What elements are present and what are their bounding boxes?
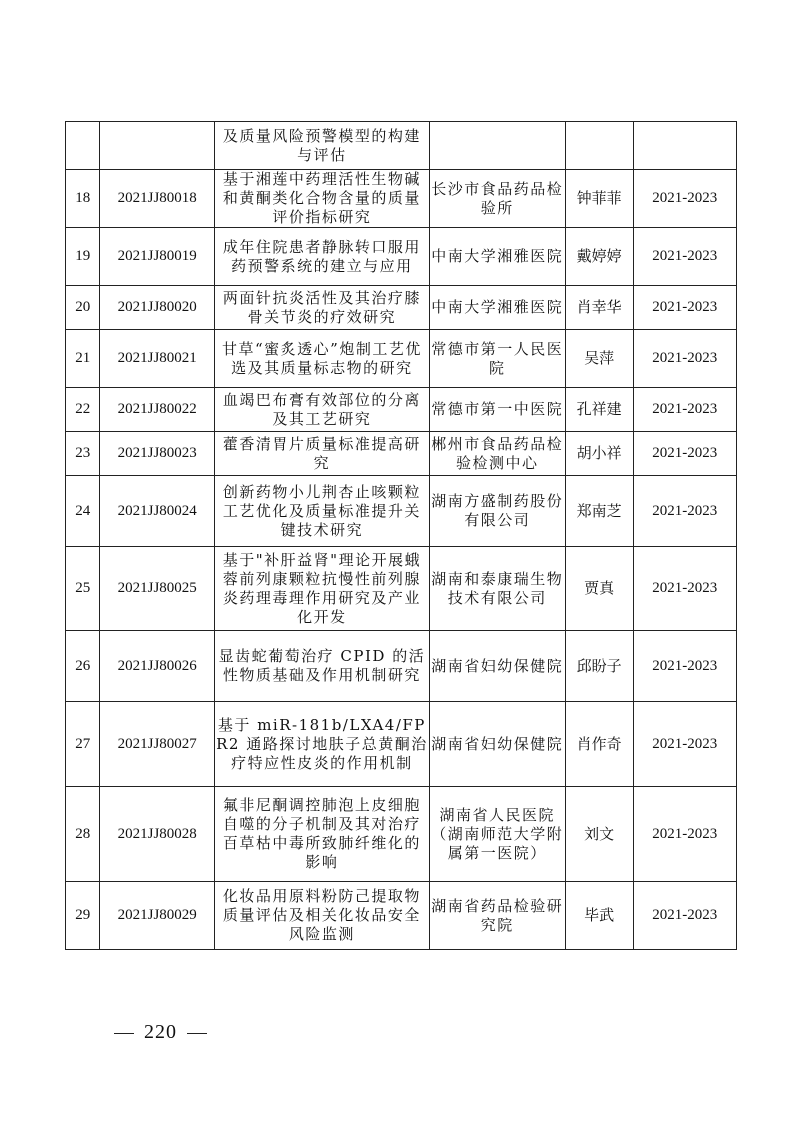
project-period-cell (633, 702, 736, 787)
project-title-cell (214, 170, 429, 228)
host-unit-cell (429, 122, 565, 170)
project-id: 2021JJ80029 (117, 907, 197, 923)
row-number-cell (66, 228, 100, 286)
project-title: 及质量风险预警模型的构建与评估 (222, 126, 421, 164)
project-id: 2021JJ80021 (117, 350, 197, 366)
row-number-cell (66, 476, 100, 547)
principal-investigator: 邱盼子 (576, 656, 622, 675)
host-unit: 湖南省妇幼保健院 (431, 734, 564, 753)
project-title: 创新药物小儿荆杏止咳颗粒工艺优化及质量标准提升关键技术研究 (222, 482, 421, 539)
host-unit-cell (429, 476, 565, 547)
table-row (66, 476, 737, 547)
project-id-cell (100, 286, 215, 330)
row-number: 19 (75, 248, 91, 264)
table-row (66, 388, 737, 432)
project-title: 两面针抗炎活性及其治疗膝骨关节炎的疗效研究 (222, 288, 421, 326)
principal-investigator: 胡小祥 (576, 444, 622, 462)
project-title: 基于 miR-181b/LXA4/FPR2 通路探讨地肤子总黄酮治疗特应性皮炎的作用机制 (216, 715, 428, 772)
row-number-cell (66, 286, 100, 330)
project-title-cell (214, 330, 429, 388)
project-period-cell (633, 547, 736, 631)
row-number: 27 (75, 735, 91, 752)
host-unit-cell (429, 286, 565, 330)
row-number: 29 (75, 907, 91, 923)
row-number-cell (66, 170, 100, 228)
table-row (66, 286, 737, 330)
project-title-cell (214, 122, 429, 170)
project-period: 2021-2023 (652, 580, 718, 596)
project-period-cell (633, 432, 736, 476)
project-id: 2021JJ80019 (117, 248, 197, 264)
principal-investigator: 钟菲菲 (576, 189, 622, 207)
row-number: 24 (75, 502, 91, 519)
project-title: 藿香清胃片质量标准提高研究 (222, 434, 421, 472)
row-number: 22 (75, 401, 91, 417)
host-unit-cell (429, 547, 565, 631)
project-id: 2021JJ80020 (117, 299, 197, 315)
table-row (66, 122, 737, 170)
project-id: 2021JJ80026 (117, 657, 197, 674)
principal-investigator-cell (565, 388, 633, 432)
project-title-cell (214, 388, 429, 432)
left-dash (114, 1033, 134, 1034)
row-number: 25 (75, 580, 91, 596)
project-title-cell (214, 286, 429, 330)
project-period-cell (633, 882, 736, 950)
project-id-cell (100, 882, 215, 950)
host-unit-cell (429, 432, 565, 476)
principal-investigator: 孔祥建 (576, 400, 622, 418)
project-title: 氟非尼酮调控肺泡上皮细胞自噬的分子机制及其对治疗百草枯中毒所致肺纤维化的影响 (222, 796, 421, 871)
row-number-cell (66, 547, 100, 631)
principal-investigator-cell (565, 631, 633, 702)
principal-investigator-cell (565, 882, 633, 950)
row-number: 20 (75, 299, 91, 315)
host-unit: 长沙市食品药品检验所 (431, 179, 564, 217)
project-title-cell (214, 882, 429, 950)
project-id: 2021JJ80024 (117, 502, 197, 519)
project-period-cell (633, 286, 736, 330)
row-number: 28 (75, 825, 91, 842)
project-period: 2021-2023 (652, 401, 718, 417)
principal-investigator-cell (565, 547, 633, 631)
host-unit-cell (429, 330, 565, 388)
project-table-body (66, 122, 737, 950)
project-period: 2021-2023 (652, 907, 718, 923)
project-table (65, 121, 737, 950)
project-period-cell (633, 388, 736, 432)
project-period-cell (633, 787, 736, 882)
principal-investigator: 贾真 (584, 579, 615, 597)
project-id-cell (100, 702, 215, 787)
project-period: 2021-2023 (652, 502, 718, 519)
project-period-cell (633, 330, 736, 388)
host-unit: 湖南省妇幼保健院 (431, 656, 564, 675)
principal-investigator-cell (565, 787, 633, 882)
table-row (66, 702, 737, 787)
project-id: 2021JJ80023 (117, 445, 197, 461)
principal-investigator-cell (565, 330, 633, 388)
project-title-cell (214, 702, 429, 787)
project-period: 2021-2023 (652, 248, 718, 264)
table-row (66, 787, 737, 882)
project-title: 成年住院患者静脉转口服用药预警系统的建立与应用 (222, 237, 421, 275)
principal-investigator: 郑南芝 (576, 501, 622, 520)
host-unit: 湖南方盛制药股份有限公司 (431, 492, 564, 529)
project-id-cell (100, 547, 215, 631)
principal-investigator: 肖作奇 (576, 734, 622, 753)
project-title: 化妆品用原料粉防己提取物质量评估及相关化妆品安全风险监测 (222, 887, 421, 943)
project-id-cell (100, 122, 215, 170)
project-period: 2021-2023 (652, 735, 718, 752)
principal-investigator: 刘文 (584, 824, 615, 843)
principal-investigator-cell (565, 702, 633, 787)
principal-investigator: 戴婷婷 (576, 247, 622, 265)
host-unit-cell (429, 228, 565, 286)
table-row (66, 432, 737, 476)
project-period-cell (633, 122, 736, 170)
row-number-cell (66, 388, 100, 432)
row-number-cell (66, 330, 100, 388)
project-id-cell (100, 432, 215, 476)
row-number-cell (66, 702, 100, 787)
host-unit: 郴州市食品药品检验检测中心 (431, 434, 564, 472)
host-unit: 常德市第一中医院 (431, 400, 564, 418)
project-period-cell (633, 476, 736, 547)
project-id-cell (100, 631, 215, 702)
project-period-cell (633, 228, 736, 286)
project-title-cell (214, 228, 429, 286)
page-number (104, 1021, 217, 1044)
host-unit-cell (429, 170, 565, 228)
host-unit: 湖南和泰康瑞生物技术有限公司 (431, 569, 564, 607)
table-row (66, 228, 737, 286)
project-title-cell (214, 432, 429, 476)
project-id: 2021JJ80028 (117, 825, 197, 842)
project-id: 2021JJ80022 (117, 401, 197, 417)
project-title-cell (214, 787, 429, 882)
principal-investigator-cell (565, 286, 633, 330)
host-unit: 常德市第一人民医院 (431, 339, 564, 377)
project-title: 显齿蛇葡萄治疗 CPID 的活性物质基础及作用机制研究 (218, 647, 426, 684)
host-unit-cell (429, 702, 565, 787)
project-period: 2021-2023 (652, 445, 718, 461)
project-id: 2021JJ80018 (117, 190, 197, 206)
host-unit: 中南大学湘雅医院 (431, 247, 564, 265)
project-id: 2021JJ80025 (117, 580, 197, 596)
project-title-cell (214, 476, 429, 547)
project-id-cell (100, 787, 215, 882)
project-id-cell (100, 388, 215, 432)
host-unit: 中南大学湘雅医院 (431, 298, 564, 316)
row-number-cell (66, 122, 100, 170)
host-unit-cell (429, 787, 565, 882)
row-number-cell (66, 787, 100, 882)
project-title-cell (214, 631, 429, 702)
project-period: 2021-2023 (652, 657, 718, 674)
table-row (66, 631, 737, 702)
principal-investigator: 毕武 (584, 906, 615, 924)
project-period-cell (633, 631, 736, 702)
project-id-cell (100, 228, 215, 286)
project-period: 2021-2023 (652, 350, 718, 366)
table-row (66, 330, 737, 388)
project-period-cell (633, 170, 736, 228)
right-dash (187, 1033, 207, 1034)
row-number: 26 (75, 657, 91, 674)
principal-investigator-cell (565, 432, 633, 476)
row-number-cell (66, 882, 100, 950)
project-title: 基于湘莲中药理活性生物碱和黄酮类化合物含量的质量评价指标研究 (222, 170, 421, 226)
project-period: 2021-2023 (652, 190, 718, 206)
table-row (66, 170, 737, 228)
row-number: 23 (75, 445, 91, 461)
project-title: 甘草“蜜炙透心”炮制工艺优选及其质量标志物的研究 (222, 339, 422, 377)
principal-investigator-cell (565, 476, 633, 547)
row-number: 18 (75, 190, 91, 206)
host-unit-cell (429, 388, 565, 432)
host-unit-cell (429, 631, 565, 702)
project-period: 2021-2023 (652, 299, 718, 315)
project-id-cell (100, 330, 215, 388)
table-row (66, 547, 737, 631)
row-number-cell (66, 432, 100, 476)
project-id: 2021JJ80027 (117, 735, 197, 752)
row-number-cell (66, 631, 100, 702)
project-title-cell (214, 547, 429, 631)
project-id-cell (100, 170, 215, 228)
page-number-text: 220 (144, 1021, 177, 1043)
principal-investigator-cell (565, 170, 633, 228)
principal-investigator-cell (565, 122, 633, 170)
project-period: 2021-2023 (652, 825, 718, 842)
principal-investigator: 肖幸华 (576, 298, 622, 316)
host-unit-cell (429, 882, 565, 950)
row-number: 21 (75, 350, 91, 366)
project-title: 基于"补肝益肾"理论开展蛾蓉前列康颗粒抗慢性前列腺炎药理毒理作用研究及产业化开发 (222, 550, 422, 626)
host-unit: 湖南省药品检验研究院 (431, 896, 564, 934)
principal-investigator-cell (565, 228, 633, 286)
project-title: 血竭巴布膏有效部位的分离及其工艺研究 (222, 390, 421, 428)
table-row (66, 882, 737, 950)
host-unit: 湖南省人民医院（湖南师范大学附属第一医院） (431, 805, 564, 862)
project-id-cell (100, 476, 215, 547)
principal-investigator: 吴萍 (584, 349, 615, 367)
